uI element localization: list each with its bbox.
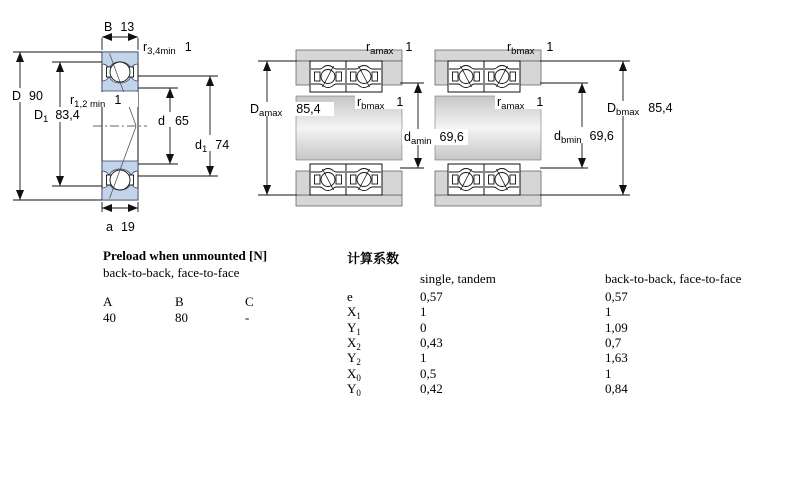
- ball-bottom: [110, 170, 130, 190]
- factor-value-single: 0,57: [420, 289, 443, 304]
- factor-row-label: e: [347, 289, 353, 304]
- preload-value-b: 80: [175, 310, 188, 325]
- housing-bottom: [435, 195, 541, 206]
- factor-row-label: $X_2$: [347, 335, 361, 352]
- dim-rbmax-right-label: $r_{bmax}$ 1: [507, 40, 554, 57]
- dim-r34-label: $r_{3,4min}$ 1: [143, 40, 192, 57]
- factor-value-btb: 0,84: [605, 381, 628, 396]
- preload-col-c: C: [245, 294, 254, 309]
- bearing-unit: [310, 164, 346, 195]
- factor-row-label: $X_1$: [347, 304, 361, 321]
- factor-value-btb: 0,57: [605, 289, 628, 304]
- factor-row-label: $Y_2$: [347, 350, 361, 367]
- shoulder: [435, 61, 448, 85]
- preload-value-a: 40: [103, 310, 116, 325]
- factor-value-btb: 1: [605, 304, 612, 319]
- bearing-unit: [346, 164, 382, 195]
- factor-value-btb: 1: [605, 366, 612, 381]
- factor-value-single: 1: [420, 304, 427, 319]
- dim-r12-label: $r_{1,2 min}$ 1: [70, 93, 122, 110]
- bearing-cross-section-drawing: [93, 52, 147, 200]
- dim-dbmin-label: $d_{bmin}$ 69,6: [554, 129, 614, 146]
- dim-rbmax-label: $r_{bmax}$ 1: [357, 95, 404, 112]
- dim-D1-label: $D_1$ 83,4: [34, 108, 80, 125]
- preload-value-c: -: [245, 310, 250, 325]
- shoulder: [435, 171, 448, 195]
- factor-value-single: 0,43: [420, 335, 443, 350]
- factor-value-single: 0,42: [420, 381, 443, 396]
- bearing-unit: [448, 164, 484, 195]
- face-to-face-arrangement-drawing: [435, 50, 544, 206]
- dim-a-label: a 19: [106, 220, 135, 234]
- factor-value-btb: 1,09: [605, 320, 628, 335]
- bearing-unit: [484, 61, 520, 92]
- bearing-unit: [448, 61, 484, 92]
- shoulder: [296, 171, 310, 195]
- factors-col-single: single, tandem: [420, 271, 496, 286]
- shoulder: [520, 171, 541, 195]
- back-to-back-arrangement-drawing: [296, 50, 402, 206]
- factor-value-single: 0: [420, 320, 427, 335]
- factor-row-label: $X_0$: [347, 366, 361, 383]
- dim-damin-label: $d_{amin}$ 69,6: [404, 130, 464, 147]
- factor-value-single: 1: [420, 350, 427, 365]
- dim-d1-label: $d_1$ 74: [195, 138, 230, 155]
- drawings-canvas: [0, 0, 800, 245]
- preload-col-b: B: [175, 294, 184, 309]
- preload-title: Preload when unmounted [N]: [103, 248, 268, 263]
- factors-title: 计算系数: [347, 251, 400, 266]
- bearing-unit: [310, 61, 346, 92]
- bearing-unit: [346, 61, 382, 92]
- preload-subtitle: back-to-back, face-to-face: [103, 265, 240, 280]
- dim-ramax-right-label: $r_{amax}$ 1: [497, 95, 544, 112]
- factor-row-label: $Y_1$: [347, 320, 361, 337]
- factor-value-single: 0,5: [420, 366, 437, 381]
- dim-ramax-label: $r_{amax}$ 1: [366, 40, 413, 57]
- shoulder: [296, 61, 310, 85]
- dim-D-label: D 90: [12, 89, 43, 103]
- factors-col-btb: back-to-back, face-to-face: [605, 271, 742, 286]
- housing-bottom: [296, 195, 402, 206]
- ball-top: [110, 62, 130, 82]
- bearing-unit: [484, 164, 520, 195]
- factor-value-btb: 0,7: [605, 335, 622, 350]
- preload-col-a: A: [103, 294, 113, 309]
- dim-Dbmax-label: $D_{bmax}$ 85,4: [607, 101, 673, 118]
- dim-Damax-label: $D_{amax}$ 85,4: [250, 102, 321, 119]
- shoulder: [520, 61, 541, 85]
- shoulder: [382, 171, 402, 195]
- factor-row-label: $Y_0$: [347, 381, 361, 398]
- dim-d-label: d 65: [158, 114, 189, 128]
- dim-b-label: B 13: [104, 20, 135, 34]
- factor-value-btb: 1,63: [605, 350, 628, 365]
- shoulder: [382, 61, 402, 85]
